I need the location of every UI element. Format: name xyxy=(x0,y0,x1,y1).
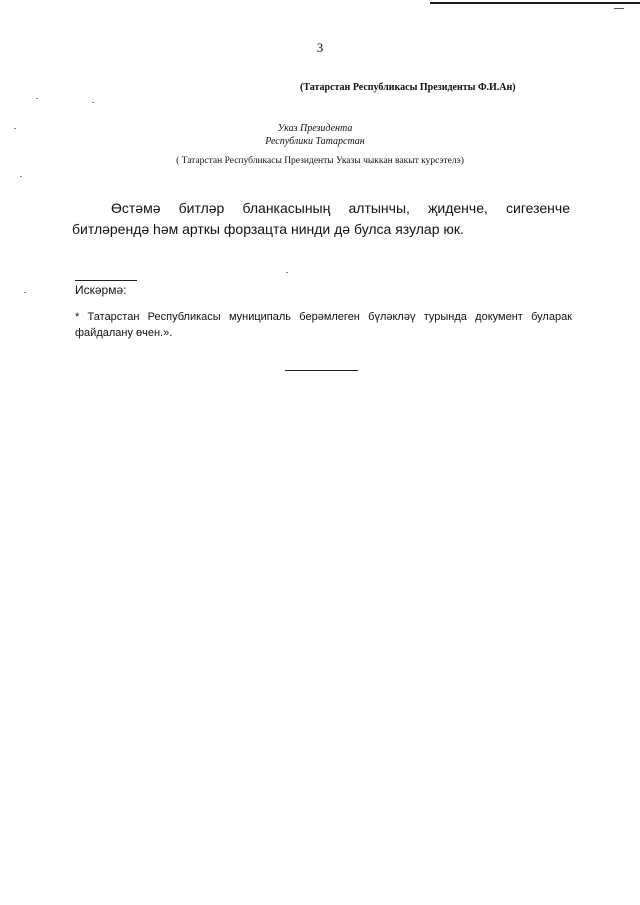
scan-speck xyxy=(20,176,22,177)
scan-speck xyxy=(14,128,16,129)
decree-title-block xyxy=(230,122,400,148)
scan-speck xyxy=(92,102,94,103)
decree-title-line-1: Указ Президента xyxy=(277,123,353,134)
page-number: 3 xyxy=(316,40,324,55)
end-divider xyxy=(285,370,358,371)
decree-title-line-2: Республики Татарстан xyxy=(265,136,365,147)
header-president-line: (Татарстан Республикасы Президенты Ф.И.Ан) xyxy=(300,82,516,93)
scan-speck xyxy=(24,292,26,293)
note-text: * Татарстан Республикасы муниципаль берәмлеген бүләкләү турында документ буларак файдалану өчен.». xyxy=(75,311,572,339)
scan-speck xyxy=(286,272,288,273)
footnote-divider xyxy=(75,280,137,281)
note-label: Искәрмә: xyxy=(75,283,127,297)
scan-edge-line xyxy=(430,2,640,4)
scan-speck xyxy=(36,98,38,99)
decree-date-note: ( Татарстан Республикасы Президенты Указы чыккан вакыт курсэтелэ) xyxy=(176,156,464,166)
scan-mark xyxy=(614,8,624,9)
main-paragraph: Өстәмә битләр бланкасының алтынчы, җиденче, сигезенче битләрендә һәм арткы форзацта нинди дә булса язулар юк. xyxy=(72,200,570,237)
